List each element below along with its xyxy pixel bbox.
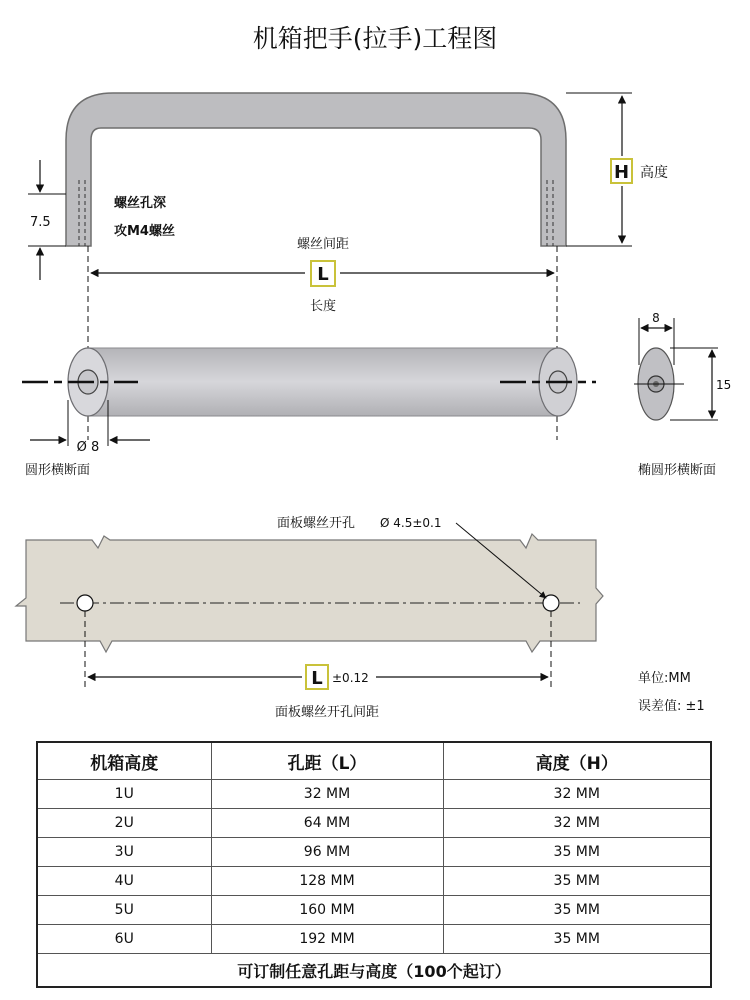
cell-chassis-height: 3U — [37, 838, 211, 867]
cell-height: 35 MM — [443, 925, 711, 954]
oval-cross-section — [634, 311, 731, 478]
oval-section-label: 椭圆形横断面 — [637, 463, 716, 478]
panel-view — [16, 515, 603, 690]
cell-height: 35 MM — [443, 867, 711, 896]
height-dimension — [566, 93, 668, 246]
oval-height-value: 15 — [716, 378, 732, 392]
cell-hole-spacing: 64 MM — [211, 809, 443, 838]
height-label: 高度 — [640, 165, 668, 181]
cell-hole-spacing: 160 MM — [211, 896, 443, 925]
cell-chassis-height: 2U — [37, 809, 211, 838]
table-row — [37, 925, 711, 954]
table-footer-row — [37, 954, 711, 988]
panel-hole-left — [77, 595, 93, 611]
thread-depth-dimension — [28, 160, 175, 280]
table-row — [37, 867, 711, 896]
table-row — [37, 838, 711, 867]
cell-hole-spacing: 32 MM — [211, 780, 443, 809]
panel-hole-diameter: Ø 4.5±0.1 — [380, 516, 442, 530]
cell-chassis-height: 1U — [37, 780, 211, 809]
thread-label-line1: 螺丝孔深 — [114, 196, 167, 211]
thread-label-line2: 攻M4螺丝 — [114, 224, 175, 239]
custom-order-note: 可订制任意孔距与高度（100个起订） — [37, 954, 711, 988]
spacing-label: 螺丝间距 — [296, 237, 350, 252]
header-height: 高度（H） — [443, 742, 711, 780]
cell-hole-spacing: 192 MM — [211, 925, 443, 954]
cell-hole-spacing: 96 MM — [211, 838, 443, 867]
cell-chassis-height: 4U — [37, 867, 211, 896]
table-row — [37, 809, 711, 838]
l-badge-text: L — [317, 264, 329, 285]
tolerance-label: 误差值: ±1 — [638, 699, 705, 714]
cell-chassis-height: 5U — [37, 896, 211, 925]
oval-width-value: 8 — [652, 311, 660, 325]
round-section-label: 圆形横断面 — [25, 463, 91, 478]
cell-height: 35 MM — [443, 896, 711, 925]
panel-spacing-label: 面板螺丝开孔间距 — [274, 705, 380, 720]
length-label: 长度 — [309, 299, 337, 314]
page-title: 机箱把手(拉手)工程图 — [252, 24, 498, 53]
panel-spacing-dimension — [88, 665, 548, 720]
cell-height: 32 MM — [443, 809, 711, 838]
cell-chassis-height: 6U — [37, 925, 211, 954]
cell-height: 35 MM — [443, 838, 711, 867]
cell-height: 32 MM — [443, 780, 711, 809]
thread-depth-value: 7.5 — [30, 215, 51, 230]
table-header-row — [37, 742, 711, 780]
round-diameter-value: Ø 8 — [76, 440, 100, 455]
panel-tolerance: ±0.12 — [332, 671, 369, 685]
table-row — [37, 896, 711, 925]
header-chassis-height: 机箱高度 — [37, 742, 211, 780]
h-badge-text: H — [613, 162, 630, 183]
unit-label: 单位:MM — [638, 671, 691, 686]
header-hole-spacing: 孔距（L） — [211, 742, 443, 780]
cell-hole-spacing: 128 MM — [211, 867, 443, 896]
panel-l-badge-text: L — [311, 668, 323, 689]
panel-hole-label: 面板螺丝开孔 — [277, 516, 356, 531]
spec-table — [36, 741, 712, 988]
table-row — [37, 780, 711, 809]
